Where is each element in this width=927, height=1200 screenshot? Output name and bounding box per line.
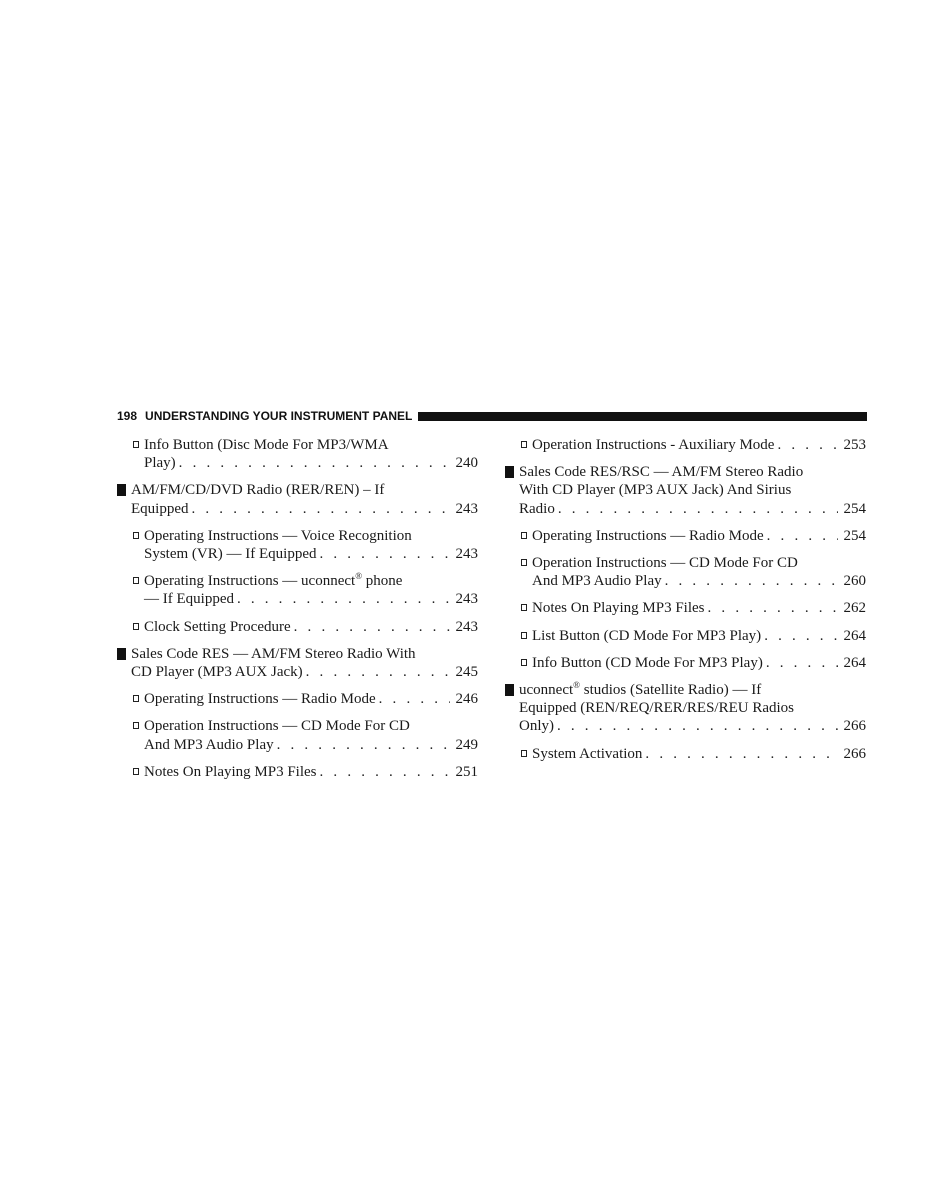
toc-page-number: 246 [455, 691, 478, 708]
toc-page-number: 264 [843, 627, 866, 644]
toc-page-number: 254 [843, 527, 866, 544]
toc-entry-text: And MP3 Audio Play [532, 573, 662, 590]
dot-leader [320, 763, 450, 781]
toc-page-number: 243 [455, 546, 478, 563]
toc-entry-text: System Activation [532, 745, 643, 762]
toc-entry-text: Clock Setting Procedure [144, 618, 291, 635]
toc-entry-text: Only) [519, 718, 554, 735]
toc-entry [505, 599, 866, 617]
dot-leader [319, 545, 450, 563]
toc-entry [505, 554, 866, 590]
toc-entry-text: And MP3 Audio Play [144, 736, 274, 753]
toc-entry [117, 690, 478, 708]
dot-leader [558, 500, 838, 518]
dot-leader [306, 663, 450, 681]
section-title: UNDERSTANDING YOUR INSTRUMENT PANEL [145, 409, 413, 423]
toc-entry-text: CD Player (MP3 AUX Jack) [131, 664, 303, 681]
toc-page-number: 254 [843, 500, 866, 517]
toc-page-number: 240 [455, 455, 478, 472]
toc-entry [117, 763, 478, 781]
page-header [117, 409, 867, 423]
hollow-square-bullet-icon [133, 722, 139, 729]
toc-page-number: 260 [843, 573, 866, 590]
toc-entry [117, 717, 478, 753]
toc-entry-text: uconnect® studios (Satellite Radio) — If [519, 680, 762, 699]
toc-entry-text: Notes On Playing MP3 Files [144, 763, 317, 780]
dot-leader [557, 717, 838, 735]
toc-entry [505, 745, 866, 763]
toc-entry-text: Operation Instructions — CD Mode For CD [532, 555, 798, 572]
toc-page-number: 264 [843, 654, 866, 671]
solid-square-bullet-icon [117, 484, 126, 496]
dot-leader [277, 736, 450, 754]
toc-entry [117, 572, 478, 608]
hollow-square-bullet-icon [521, 604, 527, 611]
header-rule [418, 412, 867, 421]
hollow-square-bullet-icon [521, 632, 527, 639]
toc-entry-text: With CD Player (MP3 AUX Jack) And Sirius [519, 482, 792, 499]
toc-entry-text: Play) [144, 455, 176, 472]
toc-entry-text: Sales Code RES/RSC — AM/FM Stereo Radio [519, 464, 804, 481]
page-number: 198 [117, 409, 138, 423]
dot-leader [294, 618, 450, 636]
toc-page-number: 251 [455, 763, 478, 780]
toc-entry [117, 527, 478, 563]
toc-right-column [505, 436, 866, 772]
toc-page-number: 266 [843, 718, 866, 735]
toc-entry [505, 436, 866, 454]
hollow-square-bullet-icon [521, 559, 527, 566]
dot-leader [665, 572, 838, 590]
dot-leader [766, 654, 838, 672]
toc-entry-text: Equipped (REN/REQ/RER/RES/REU Radios [519, 700, 795, 717]
hollow-square-bullet-icon [133, 532, 139, 539]
toc-entry [505, 681, 866, 736]
hollow-square-bullet-icon [521, 532, 527, 539]
toc-entry-text: Radio [519, 500, 555, 517]
toc-page-number: 266 [843, 745, 866, 762]
toc-entry [505, 463, 866, 518]
dot-leader [179, 454, 450, 472]
toc-entry [505, 627, 866, 645]
hollow-square-bullet-icon [133, 768, 139, 775]
toc-page-number: 243 [455, 618, 478, 635]
toc-entry [117, 618, 478, 636]
toc-entry-text: Operating Instructions — uconnect® phone [144, 571, 403, 590]
toc-page-number: 243 [455, 591, 478, 608]
hollow-square-bullet-icon [133, 577, 139, 584]
toc-page-number: 245 [455, 664, 478, 681]
toc-entry-text: — If Equipped [144, 591, 234, 608]
toc-page-number: 243 [455, 500, 478, 517]
hollow-square-bullet-icon [133, 441, 139, 448]
toc-page-number: 249 [455, 736, 478, 753]
dot-leader [237, 590, 450, 608]
toc-entry-text: Info Button (CD Mode For MP3 Play) [532, 654, 763, 671]
toc-entry-text: AM/FM/CD/DVD Radio (RER/REN) – If [131, 482, 385, 499]
toc-entry-text: Notes On Playing MP3 Files [532, 600, 705, 617]
toc-entry-text: Equipped [131, 500, 189, 517]
dot-leader [192, 500, 451, 518]
hollow-square-bullet-icon [133, 695, 139, 702]
hollow-square-bullet-icon [133, 623, 139, 630]
toc-entry-text: Info Button (Disc Mode For MP3/WMA [144, 437, 389, 453]
hollow-square-bullet-icon [521, 441, 527, 448]
toc-entry [505, 654, 866, 672]
toc-entry-text: Sales Code RES — AM/FM Stereo Radio With [131, 645, 416, 662]
solid-square-bullet-icon [505, 684, 514, 696]
toc-page-number: 262 [843, 600, 866, 617]
dot-leader [708, 599, 838, 617]
solid-square-bullet-icon [505, 466, 514, 478]
solid-square-bullet-icon [117, 648, 126, 660]
toc-entry-text: Operating Instructions — Voice Recognition [144, 527, 412, 544]
toc-entry [505, 527, 866, 545]
dot-leader [777, 436, 838, 454]
toc-entry [117, 481, 478, 517]
toc-entry-text: List Button (CD Mode For MP3 Play) [532, 627, 762, 644]
toc-left-column [117, 436, 478, 790]
dot-leader [379, 690, 450, 708]
toc-entry-text: Operating Instructions — Radio Mode [144, 691, 376, 708]
toc-entry-text: System (VR) — If Equipped [144, 546, 317, 563]
hollow-square-bullet-icon [521, 750, 527, 757]
dot-leader [767, 527, 838, 545]
toc-entry-text: Operation Instructions - Auxiliary Mode [532, 437, 775, 453]
dot-leader [645, 745, 838, 763]
toc-page-number: 253 [843, 437, 866, 453]
toc-entry [117, 645, 478, 681]
toc-entry-text: Operation Instructions — CD Mode For CD [144, 718, 410, 735]
toc-entry [117, 436, 478, 472]
toc-entry-text: Operating Instructions — Radio Mode [532, 527, 764, 544]
hollow-square-bullet-icon [521, 659, 527, 666]
dot-leader [764, 627, 838, 645]
